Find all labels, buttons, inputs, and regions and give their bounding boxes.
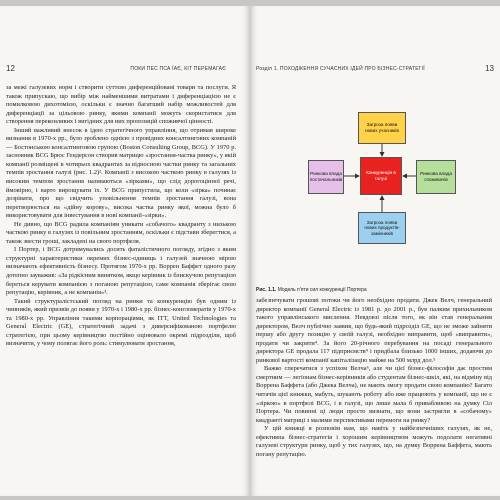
book-spread <box>0 6 500 496</box>
right-header <box>250 64 500 76</box>
new-entrants-box: Загроза появи нових учасників <box>358 112 406 144</box>
right-page <box>250 6 500 496</box>
left-body-text <box>6 84 236 349</box>
paragraph: У цій книжці я розповім вам, що навіть у найбезпечніших галузях, як не, ефективна бізнес-стратегія і хорошим керівництвом можуть подолати негативні галузеві структури ринку, щоб у тих галузях, що, на думку Воррена Баффета, мають погану репутацію. <box>256 425 492 458</box>
page-number: 12 <box>6 64 15 73</box>
left-page <box>0 6 250 496</box>
page-number: 13 <box>485 64 494 73</box>
caption-text: Модель п'яти сил конкуренції Портера <box>276 287 367 293</box>
right-body-text <box>256 297 492 459</box>
left-header <box>0 64 250 76</box>
substitutes-box: Загроза появи нових продуктів-замінників <box>358 212 406 244</box>
running-head: ПОКИ ПЕС ПСА ЇАЄ, КІТ ПЕРЕМАГАЄ <box>130 66 226 72</box>
paragraph: І Портер, і BCG дотримувались досить фаталістичного погляду, згідно з яким структурні характеристики окремих бізнес-одиниць і галузей значною мірою визначають ефективність бізнесу. Протягом 1970-х рр. Воррен Баффет одного разу дотепно зауважив: «За рідкісним винятком, якщо керівник із блискучою репутацією береться керувати компанією з поганою репутацією, саме компанія зберігає свою репутацію, керівник, а не компанія»³. <box>6 246 236 297</box>
paragraph: Не дивно, що BCG радила компаніям уникати «собачого» квадранту з низькою часткою ринку в галузях із повільним зростанням, оскільки є підстави зберегтися, а також звести гроші, закладені на свого портфеля. <box>6 220 236 245</box>
running-head: Розділ 1. ПОХОДЖЕННЯ СУЧАСНИХ ІДЕЙ ПРО БІЗНЕС-СТРАТЕГІЇ <box>256 66 425 72</box>
buyer-power-box: Ринкова влада споживачів <box>416 160 456 194</box>
paragraph: Інший важливий внесок в ідею стратегічного управління, що отримав широке визнання в 1970-х рр., було зроблено однією з провідних консалтингових компаній — Бостонською консалтинговою групою (Boston Consulting Group, BCG). У 1970 р. засновник BCG Брюс Гендерсон створив матрицю «зростання-частка ринку», у якій компанії розміщені в чотирьох квадрантах за відносною частки ринку та загальних темпів зростання галузі (рис. 1.2)². Компанії з високою часткою ринку в галузях із високим темпом зростання називаються «зірками», що слід дорогоцінної речі, ймовірно, і варто вирощувати їх. У BCG припустила, що коли «зірка» починає дозрівати, про що свідчить уповільнення темпів зростання галузі, вона перетворюється на «дійну корову», висока частка ринку якої, можна було б використовувати для інвестування в нові компанії-«зірки». <box>6 126 236 220</box>
supplier-power-box: Ринкова влада постачальників <box>308 160 344 194</box>
paragraph: Важко сперечатися з успіхом Велча⁶, але чи цієї бізнес-філософія дає простим смертним — легіонам бізнес-керівників або студентам бізнес-шкіл, які, на відміну від Воррена Баффета (або Джека Велча), не мають змогу продати свою компанію? Багато читачів цієї книжки, мабуть, шукають роботу або вже працюють у компанії, що не є «зіркою» в портфелі BCG, і в галузі, що лише мала б привабливою на думку Сіл Портера. Чи повинні ці люди просто визнати, що вони застрягли в «собачому» квадранті матриці з малими перспективами перемоги на ринку? <box>256 365 492 424</box>
paragraph: за межі галузевих норм і створити суттєво диференційовані товари та послуги. Я також припускаю, що вибір між найменшими витратами і диференціацією не є помилковою дихотомією, оскільки є значно багатший набір можливостей для диференціації за цільовою ринку, якими компанії можуть скористатися для створення переконливих і вигідних для них пропозицій споживчої цінності. <box>6 84 236 126</box>
industry-rivalry-box: Конкуренція в галузі <box>360 157 402 195</box>
figure-caption <box>256 287 367 293</box>
paragraph: забезпечувати грошові потоки чи його необхідно продати. Джек Велч, генеральний директор компанії General Electric із 1981 р. до 2001 р., був палким прихильником такого управлінського мислення. Невдовзі після того, як він став генеральним директором, Велч публічно заявив, що будь-який підрозділ GE, що не зможе зайняти першу або другу позицію у своїй галузі, необхідно виправити, щоб «виправити», продати чи закрити⁴. За його 20-річного перебування на посаді генерального директора GE продала 117 підприємств⁴ і придбала близько 1000 інших, додаючи до ринкової вартості компанії капіталізацію майже на 500 млрд дол.⁵ <box>256 297 492 364</box>
caption-label: Рис. 1.1. <box>256 287 277 293</box>
five-forces-diagram <box>308 104 458 284</box>
paragraph: Такий структуралістський погляд на ринки та конкуренцію був одним із чинників, який призвів до появи у 1970-х і 1980-х рр. бізнес-конгломератів у 1970-х та 1980-х рр. Управління такими корпораціями, як ITT, United Technologies та General Electric (GE), стратегічний задачі з диверсифікованою портфелю стратегією, при цьому керівництво постійно оцінювало окремі підрозділи, щоб визначити, у чому полягає його роль: стимулювати зростання, <box>6 297 236 348</box>
